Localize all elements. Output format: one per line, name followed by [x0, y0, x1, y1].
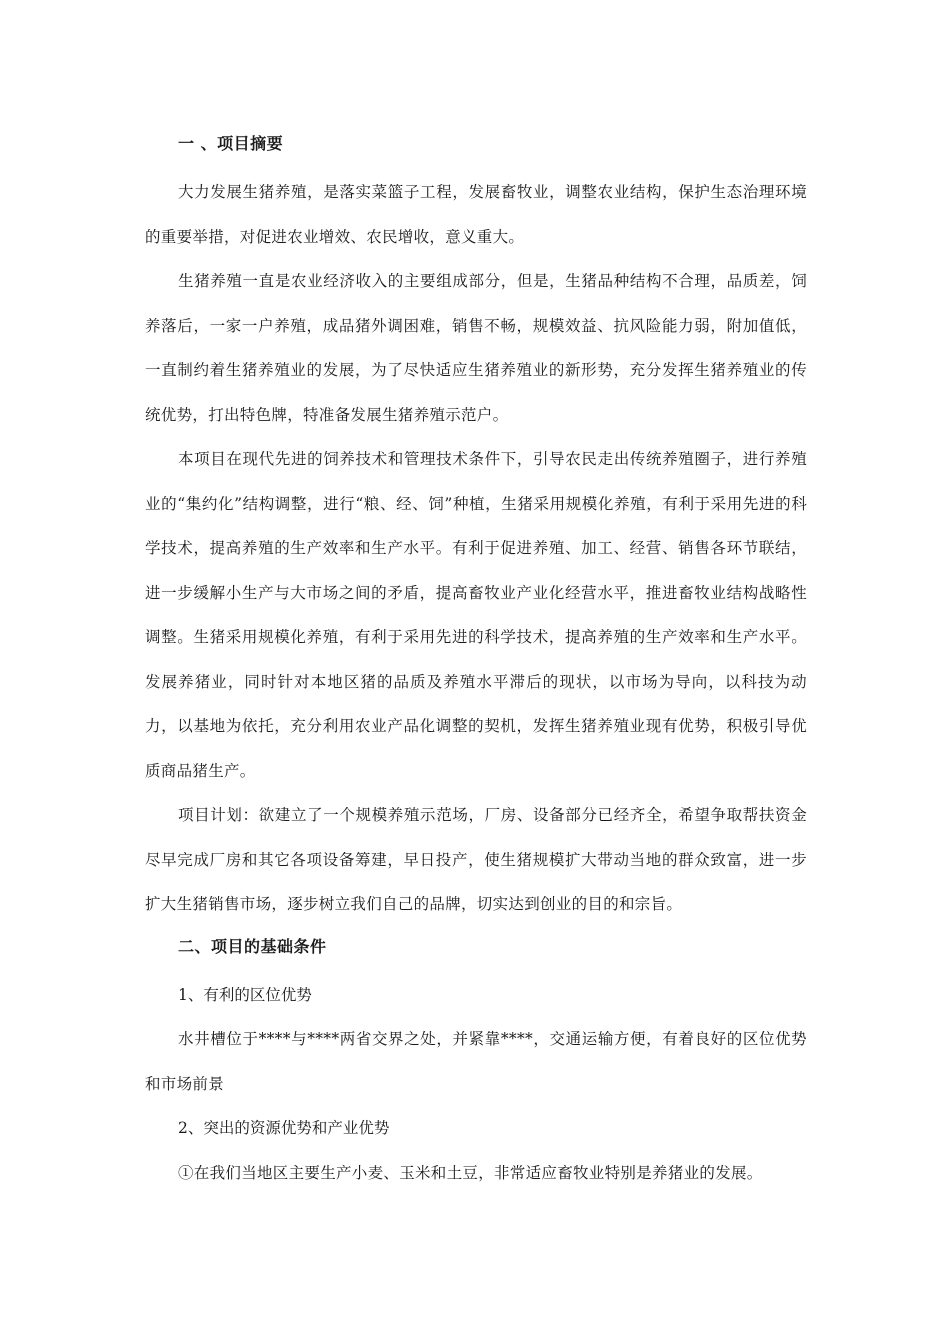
document-body — [145, 128, 807, 1195]
paragraph-project-description: 本项目在现代先进的饲养技术和管理技术条件下，引导农民走出传统养殖圈子，进行养殖业的“集约化”结构调整，进行“粮、经、饲”种植，生猪采用规模化养殖，有利于采用先进的科学技术，提高养殖的生产效率和生产水平。有利于促进养殖、加工、经营、销售各环节联结，进一步缓解小生产与大市场之间的矛盾，提高畜牧业产业化经营水平，推进畜牧业结构战略性调整。生猪采用规模化养殖，有利于采用先进的科学技术，提高养殖的生产效率和生产水平。发展养猪业，同时针对本地区猪的品质及养殖水平滞后的现状，以市场为导向，以科技为动力，以基地为依托，充分利用农业产品化调整的契机，发挥生猪养殖业现有优势，积极引导优质商品猪生产。 — [145, 450, 807, 780]
paragraph-resources: ①在我们当地区主要生产小麦、玉米和土豆，非常适应畜牧业特别是养猪业的发展。 — [178, 1163, 763, 1182]
paragraph-project-plan: 项目计划：欲建立了一个规模养殖示范场，厂房、设备部分已经齐全，希望争取帮扶资金尽早完成厂房和其它各项设备筹建，早日投产，使生猪规模扩大带动当地的群众致富，进一步扩大生猪销售市场，逐步树立我们自己的品牌，切实达到创业的目的和宗旨。 — [145, 806, 807, 913]
subsection-title-resources: 2、突出的资源优势和产业优势 — [178, 1119, 390, 1137]
section-heading-basic-conditions: 二、项目的基础条件 — [178, 936, 327, 956]
subsection-title-location: 1、有利的区位优势 — [178, 985, 312, 1004]
paragraph-background: 生猪养殖一直是农业经济收入的主要组成部分，但是，生猪品种结构不合理，品质差，饲养落后，一家一户养殖，成品猪外调困难，销售不畅，规模效益、抗风险能力弱，附加值低，一直制约着生猪养殖业的发展，为了尽快适应生猪养殖业的新形势，充分发挥生猪养殖业的传统优势，打出特色牌，特准备发展生猪养殖示范户。 — [145, 272, 807, 424]
paragraph-location: 水井槽位于****与****两省交界之处，并紧靠****，交通运输方便，有着良好的区位优势和市场前景 — [145, 1030, 807, 1093]
section-heading-summary: 一 、项目摘要 — [178, 134, 284, 153]
paragraph-intro: 大力发展生猪养殖，是落实菜篮子工程，发展畜牧业，调整农业结构，保护生态治理环境的重要举措，对促进农业增效、农民增收，意义重大。 — [145, 183, 807, 246]
